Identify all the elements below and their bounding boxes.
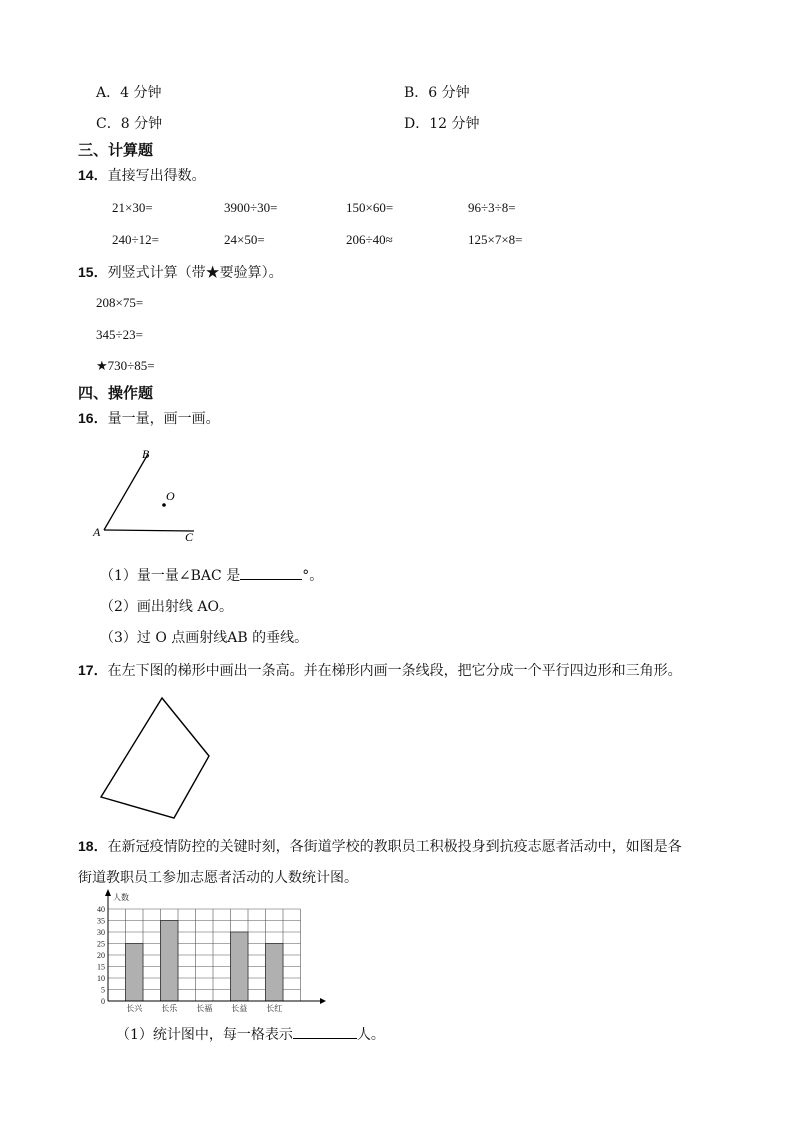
bar-3 xyxy=(231,932,249,1001)
ray-ab xyxy=(104,454,148,530)
option-a: A．4 分钟 xyxy=(96,85,162,101)
calc-item: 3900÷30= xyxy=(224,200,278,215)
bar-chart xyxy=(88,886,333,1014)
y-tick-label: 30 xyxy=(97,928,105,937)
calc-item: 206÷40≈ xyxy=(346,232,393,247)
option-d: D．12 分钟 xyxy=(404,116,480,132)
x-axis-arrow xyxy=(320,998,326,1004)
sub-question-text: （1）统计图中，每一格表示 xyxy=(116,1027,293,1043)
calc-item: 96÷3÷8= xyxy=(468,200,516,215)
sub-question-text: （1）量一量∠BAC 是 xyxy=(100,568,241,584)
bar-4 xyxy=(266,944,284,1002)
calc-item: 24×50= xyxy=(224,232,265,247)
label-a: A xyxy=(93,525,101,539)
trapezoid-shape xyxy=(101,698,209,818)
question-text: 在新冠疫情防控的关键时刻，各街道学校的教职员工积极投身到抗疫志愿者活动中，如图是各 xyxy=(107,839,682,855)
y-axis-label: 人数 xyxy=(113,893,129,902)
y-tick-label: 5 xyxy=(101,985,105,995)
calc-item: 125×7×8= xyxy=(468,232,523,247)
question-number: 16． xyxy=(78,410,108,426)
x-tick-label: 长乐 xyxy=(161,1004,178,1013)
section-title-operation: 四、操作题 xyxy=(78,384,154,402)
y-tick-label: 20 xyxy=(97,951,105,960)
vertical-calc-item: ★730÷85= xyxy=(96,358,155,373)
label-o: O xyxy=(166,489,175,503)
question-18 xyxy=(78,836,682,856)
sub-question-suffix: °。 xyxy=(302,568,324,584)
question-number: 15． xyxy=(78,264,108,280)
calc-item: 240÷12= xyxy=(112,232,159,247)
x-tick-label: 长福 xyxy=(196,1004,213,1013)
calc-item: 150×60= xyxy=(346,200,394,215)
question-number: 17． xyxy=(78,662,108,678)
q16-sub3: （3）过 O 点画射线AB 的垂线。 xyxy=(100,630,309,646)
x-tick-label: 长红 xyxy=(266,1004,283,1013)
question-14 xyxy=(78,165,206,185)
x-tick-label: 长益 xyxy=(231,1004,248,1013)
y-tick-label: 35 xyxy=(97,916,105,926)
q18-sub1 xyxy=(116,1024,385,1044)
question-number: 18． xyxy=(78,838,108,854)
question-18-line2: 街道教职员工参加志愿者活动的人数统计图。 xyxy=(78,870,358,886)
label-b: B xyxy=(142,447,150,461)
section-title-calc: 三、计算题 xyxy=(78,141,154,159)
bar-1 xyxy=(161,921,179,1002)
y-tick-label: 25 xyxy=(97,939,105,949)
trapezoid-figure xyxy=(95,692,215,824)
y-tick-label: 40 xyxy=(97,905,105,914)
chart-labels xyxy=(97,892,282,1013)
sub-question-suffix: 人。 xyxy=(356,1027,385,1043)
question-15 xyxy=(78,262,283,282)
label-c: C xyxy=(185,530,194,544)
y-tick-label: 0 xyxy=(101,997,105,1006)
answer-blank[interactable] xyxy=(293,1026,357,1039)
calc-item: 21×30= xyxy=(112,200,153,215)
option-c: C．8 分钟 xyxy=(96,116,163,132)
q16-sub2: （2）画出射线 AO。 xyxy=(100,599,233,615)
point-o xyxy=(162,503,166,507)
ray-ac xyxy=(104,530,194,531)
question-text: 列竖式计算（带★要验算）。 xyxy=(107,265,283,281)
question-16 xyxy=(78,408,220,428)
question-text: 在左下图的梯形中画出一条高。并在梯形内画一条线段，把它分成一个平行四边形和三角形。 xyxy=(107,663,682,679)
y-axis-arrow xyxy=(105,889,111,896)
question-17 xyxy=(78,660,682,680)
question-text: 直接写出得数。 xyxy=(107,168,206,184)
vertical-calc-item: 345÷23= xyxy=(96,327,143,342)
question-number: 14． xyxy=(78,167,108,183)
y-tick-label: 10 xyxy=(97,974,105,983)
answer-blank[interactable] xyxy=(240,567,302,580)
chart-bars xyxy=(126,921,284,1002)
question-text: 量一量，画一画。 xyxy=(107,411,220,427)
angle-figure xyxy=(90,440,210,545)
vertical-calc-item: 208×75= xyxy=(96,295,144,310)
option-b: B．6 分钟 xyxy=(404,85,470,101)
q16-sub1 xyxy=(100,565,323,585)
x-tick-label: 长兴 xyxy=(126,1004,143,1013)
y-tick-label: 15 xyxy=(97,962,105,972)
bar-0 xyxy=(126,944,144,1002)
